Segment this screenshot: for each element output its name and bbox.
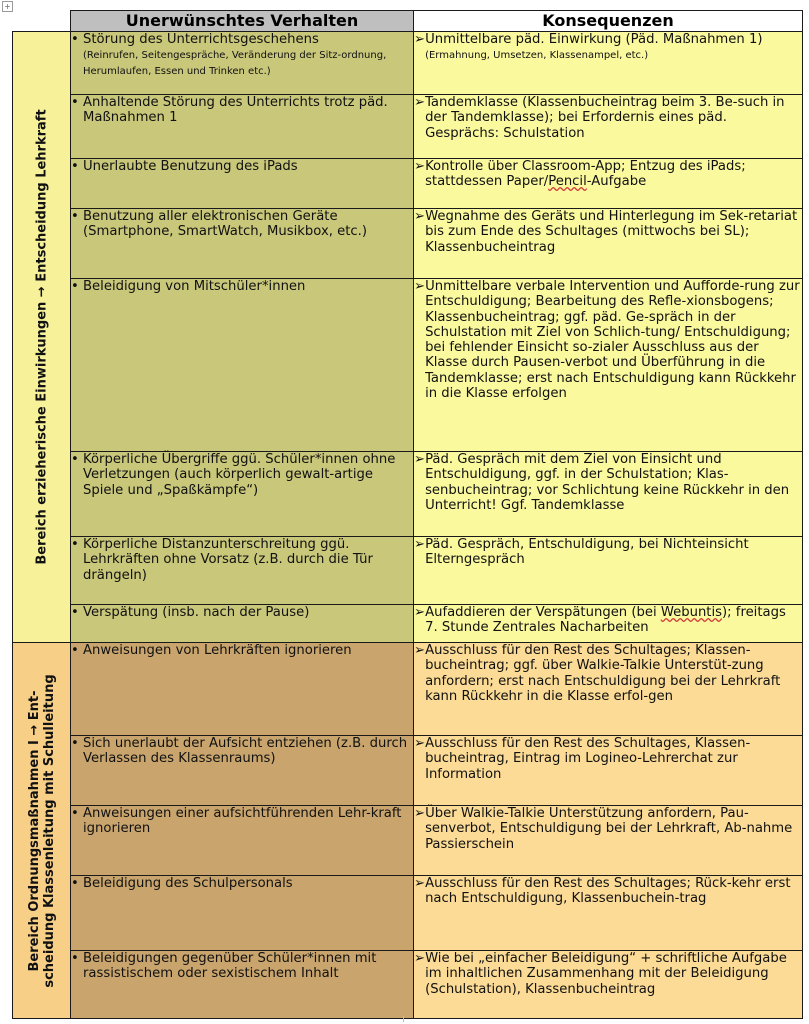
consequence-text: Ausschluss für den Rest des Schultages; Rück-kehr erst nach Entschuldigung, Klassenbuchein-trag [425,876,791,907]
behavior-cell [71,209,414,279]
consequence-part: Aufaddieren der Verspätungen (bei [425,605,661,620]
consequence-cell [414,605,803,643]
header-consequences: Konsequenzen [414,11,803,32]
bullet-marker: • [71,736,79,751]
bullet-marker: • [71,452,79,467]
table-move-handle[interactable]: + [2,1,13,12]
behavior-text: Anweisungen einer aufsichtführenden Lehr-kraft ignorieren [83,806,402,837]
arrow-marker: ➢ [414,452,426,467]
behavior-cell [71,32,414,95]
behavior-text: Körperliche Distanzunterschreitung ggü. Lehrkräften ohne Vorsatz (z.B. durch die Tür drängeln) [83,537,373,583]
bullet-marker: • [71,643,79,658]
header-row [13,11,803,32]
table-row [13,279,803,452]
table-row [13,32,803,95]
behavior-text: Verspätung (insb. nach der Pause) [83,605,310,620]
consequence-cell [414,537,803,605]
consequence-part: ); freitags 7. Stunde Zentrales Nacharbeiten [425,605,786,636]
table-row [13,537,803,605]
arrow-marker: ➢ [414,279,426,294]
arrow-marker: ➢ [414,159,426,174]
arrow-marker: ➢ [414,643,426,658]
behavior-text: Beleidigung des Schulpersonals [83,876,293,891]
bullet-marker: • [71,806,79,821]
behavior-cell [71,951,414,1019]
consequence-text: Über Walkie-Talkie Unterstützung anfordern, Pau-senverbot, Entschuldigung bei der Lehrkraft, Ab-nahme Passierschein [425,806,793,852]
bullet-marker: • [71,279,79,294]
header-corner [13,11,71,32]
consequence-cell [414,159,803,209]
section-label-educational [13,32,71,643]
consequence-text: Wie bei „einfacher Beleidigung“ + schriftliche Aufgabe im inhaltlichen Zusammenhang mit der Beleidigung (Schulstation), Klassenbucheintrag [425,951,787,997]
table-row [13,452,803,537]
consequence-text: Wegnahme des Geräts und Hinterlegung im Sek-retariat bis zum Ende des Schultages (mittwochs bei SL); Klassenbucheintrag [425,209,798,255]
behavior-cell [71,605,414,643]
behavior-text: Benutzung aller elektronischen Geräte (Smartphone, SmartWatch, Musikbox, etc.) [83,209,368,240]
behavior-cell [71,736,414,806]
consequence-cell [414,209,803,279]
table-row [13,605,803,643]
behavior-text: Beleidigung von Mitschüler*innen [83,279,306,294]
arrow-marker: ➢ [414,95,426,110]
table-row [13,806,803,876]
arrow-marker: ➢ [414,951,426,966]
arrow-marker: ➢ [414,537,426,552]
consequence-text: Ausschluss für den Rest des Schultages, Klassen-bucheintrag, Eintrag im Logineo-Lehrerchat zur Information [425,736,751,782]
consequence-part: -Aufgabe [586,174,647,190]
consequence-text [425,605,802,636]
bullet-marker: • [71,876,79,891]
consequence-text: Päd. Gespräch mit dem Ziel von Einsicht und Entschuldigung, ggf. in der Schulstation; Klas-senbucheintrag; vor Schlichtung keine Rückkehr in den Unterricht! Ggf. Tandemklasse [425,452,790,513]
consequence-cell [414,32,803,95]
consequence-part: Kontrolle über Classroom-App; Entzug des iPads; stattdessen Paper/ [425,159,746,190]
behavior-cell [71,537,414,605]
behavior-text: Störung des Unterrichtsgeschehens [83,32,319,47]
behavior-cell [71,643,414,736]
bullet-marker: • [71,32,79,47]
consequence-cell [414,643,803,736]
section-label-text [27,674,57,987]
consequence-text: Päd. Gespräch, Entschuldigung, bei Nichteinsicht Elterngespräch [425,537,749,568]
table-row [13,159,803,209]
behavior-text: Beleidigungen gegenüber Schüler*innen mit rassistischem oder sexistischem Inhalt [83,951,377,982]
behavior-text: Körperliche Übergriffe ggü. Schüler*innen ohne Verletzungen (auch körperlich gewalt-artige Spiele und „Spaßkämpfe“) [83,452,396,498]
page-footer-mark [403,1016,404,1022]
behavior-text: Unerlaubte Benutzung des iPads [83,159,298,174]
behavior-text: Anhaltende Störung des Unterrichts trotz päd. Maßnahmen 1 [83,95,388,126]
spellcheck-word: Webuntis [660,605,723,620]
bullet-marker: • [71,159,79,174]
consequence-cell [414,806,803,876]
consequence-text: Tandemklasse (Klassenbucheintrag beim 3. Be-such in der Tandemklasse); bei Erfordernis eines päd. Gesprächs: Schulstation [425,95,785,141]
consequence-note: (Ermahnung, Umsetzen, Klassenampel, etc.) [425,50,649,62]
consequence-text: Ausschluss für den Rest des Schultages; Klassen-bucheintrag; ggf. über Walkie-Talkie Unterstüt-zung anfordern; erst nach Entschuldigung bei der Lehrkraft kann Rückkehr in die Klasse erfol-gen [425,643,781,704]
consequence-cell [414,95,803,159]
behavior-cell [71,806,414,876]
section-label-line: Bereich Ordnungsmaßnahmen I → Ent- [26,689,42,972]
behavior-text: Sich unerlaubt der Aufsicht entziehen (z.B. durch Verlassen des Klassenraums) [83,736,408,767]
header-behavior: Unerwünschtes Verhalten [71,11,414,32]
behavior-note: (Reinrufen, Seitengespräche, Veränderung der Sitz-ordnung, Herumlaufen, Essen und Trinken etc.) [83,50,387,77]
table-row [13,209,803,279]
behavior-table [12,10,803,1019]
consequence-cell [414,736,803,806]
spellcheck-word: Pencil [548,174,587,190]
arrow-marker: ➢ [414,32,426,47]
arrow-marker: ➢ [414,209,426,224]
bullet-marker: • [71,95,79,110]
section-label-line: scheidung Klassenleitung mit Schulleitung [41,673,57,988]
consequence-cell [414,876,803,951]
consequence-cell [414,951,803,1019]
behavior-cell [71,95,414,159]
behavior-cell [71,876,414,951]
behavior-cell [71,452,414,537]
table-row [13,736,803,806]
section-label-text: Bereich erzieherische Einwirkungen → Entscheidung Lehrkraft [34,109,49,565]
arrow-marker: ➢ [414,876,426,891]
bullet-marker: • [71,209,79,224]
behavior-text: Anweisungen von Lehrkräften ignorieren [83,643,352,658]
bullet-marker: • [71,951,79,966]
bullet-marker: • [71,605,79,620]
consequence-text [425,159,802,190]
behavior-cell [71,279,414,452]
arrow-marker: ➢ [414,736,426,751]
behavior-cell [71,159,414,209]
table-row [13,95,803,159]
table-row [13,643,803,736]
consequence-cell [414,452,803,537]
table-row [13,951,803,1019]
arrow-marker: ➢ [414,605,426,620]
table-row [13,876,803,951]
consequence-text: Unmittelbare verbale Intervention und Aufforde-rung zur Entschuldigung; Bearbeitung des Refle-xionsbogens; Klassenbucheintrag; ggf. päd. Ge-spräch in der Schulstation mit Ziel von Schlich-tung/ Entschuldigung; bei fehlender Einsicht so-zialer Ausschluss aus der Klasse durch Pausen-verbot und Überführung in die Tandemklasse; erst nach Entschuldigung kann Rückkehr in die Klasse erfolgen [425,279,800,402]
consequence-cell [414,279,803,452]
section-label-disciplinary [13,643,71,1019]
bullet-marker: • [71,537,79,552]
arrow-marker: ➢ [414,806,426,821]
consequence-text: Unmittelbare päd. Einwirkung (Päd. Maßnahmen 1) [425,32,763,47]
